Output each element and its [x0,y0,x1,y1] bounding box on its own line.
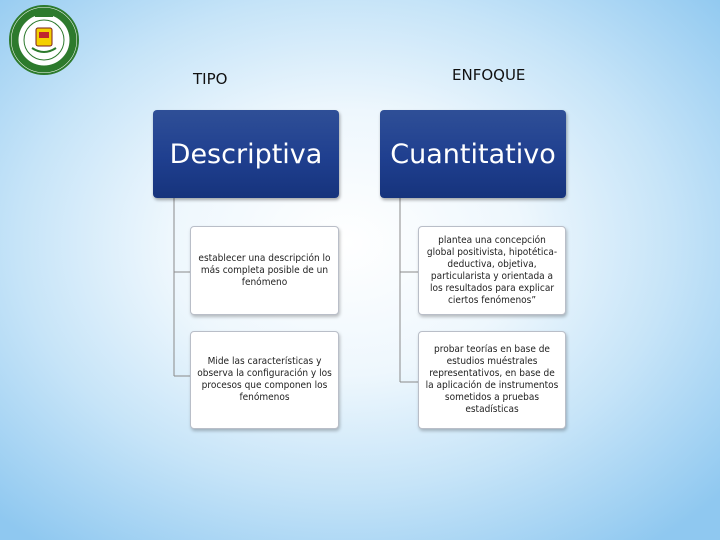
column-label-enfoque: ENFOQUE [452,66,526,84]
enfoque-item-2: probar teorías en base de estudios muéstrales representativos, en base de la aplicación de instrumentos sometidos a pruebas estadísticas [418,331,566,429]
header-box-cuantitativo: Cuantitativo [380,110,566,198]
tipo-item-1: establecer una descripción lo más completa posible de un fenómeno [190,226,339,315]
header-box-descriptiva: Descriptiva [153,110,339,198]
connector-enfoque [400,198,418,382]
column-label-tipo: TIPO [193,70,228,88]
tipo-item-2: Mide las características y observa la configuración y los procesos que componen los fenómenos [190,331,339,429]
connector-tipo [174,198,190,376]
enfoque-item-1: plantea una concepción global positivista, hipotética-deductiva, objetiva, particularista y orientada a los resultados para explicar ciertos fenómenos” [418,226,566,315]
